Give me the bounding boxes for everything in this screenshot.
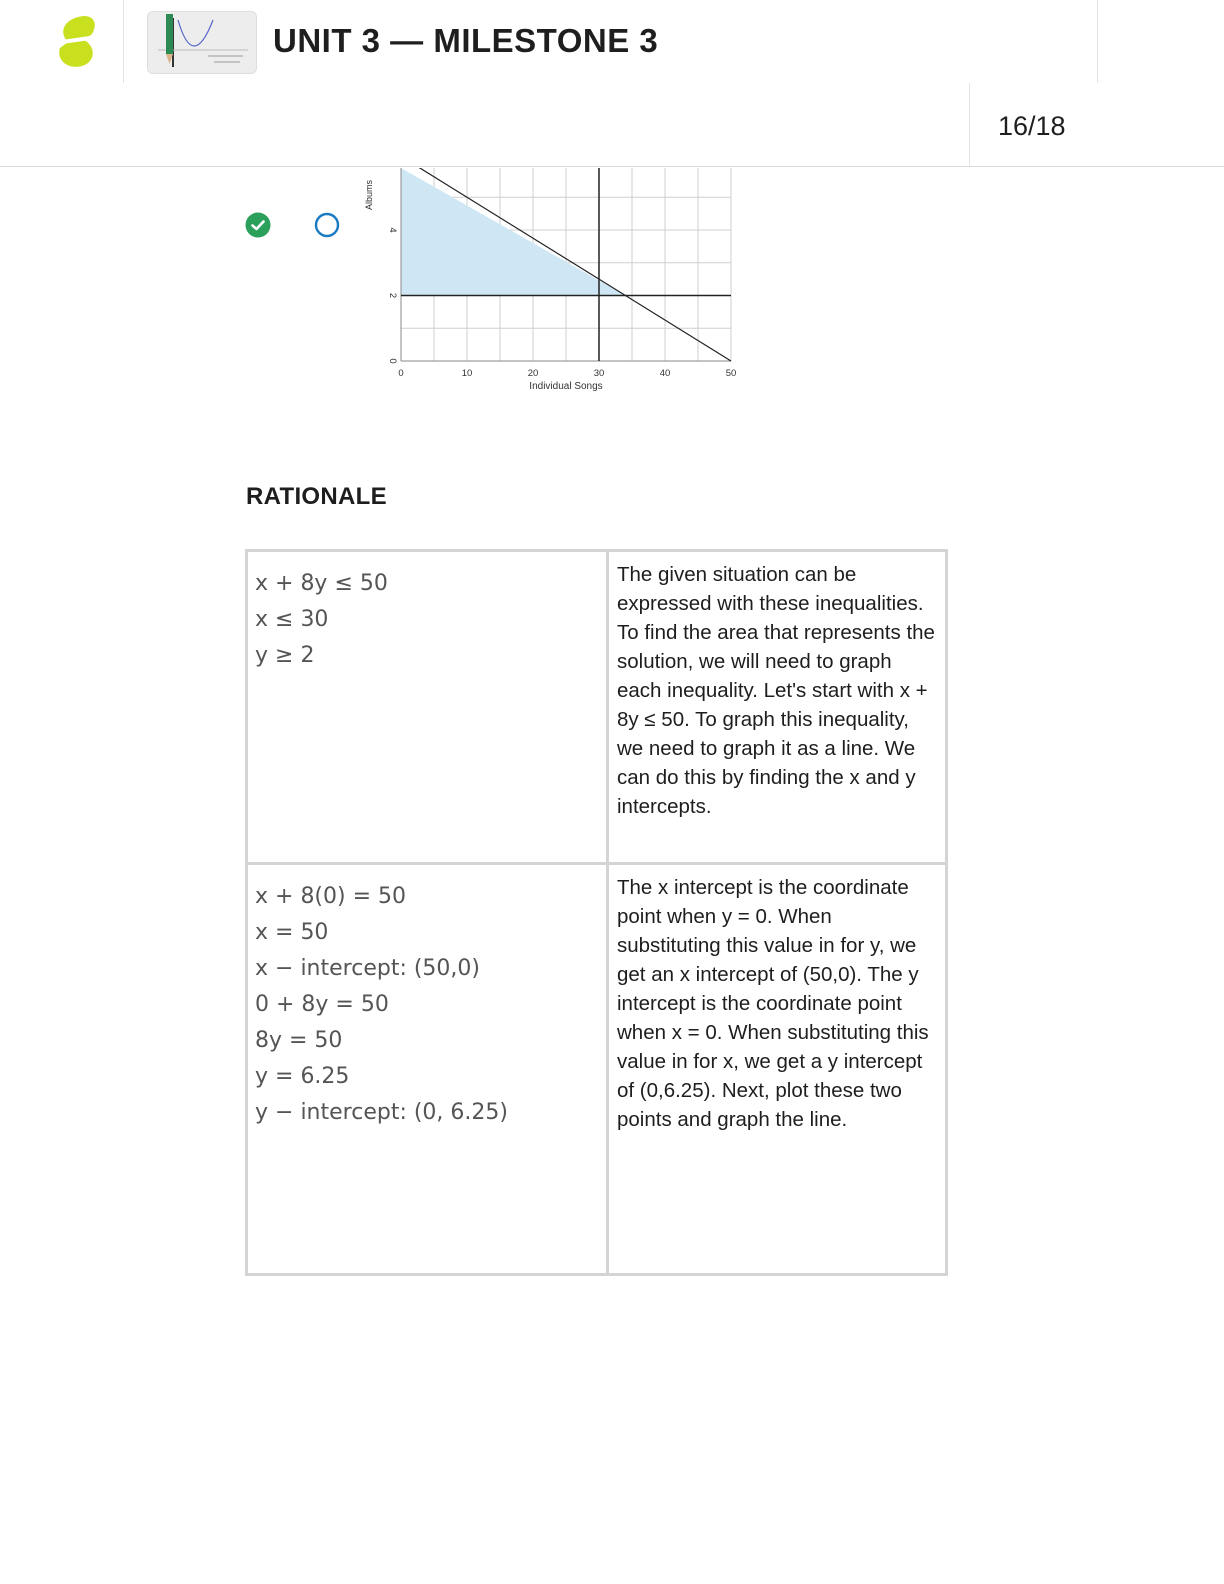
math-line: y − intercept: (0, 6.25): [255, 1100, 508, 1125]
page-indicator: 16/18: [998, 111, 1066, 141]
math-line: x − intercept: (50,0): [255, 956, 480, 981]
header-divider-right: [1097, 0, 1098, 83]
x-tick-label: 10: [461, 368, 473, 379]
explanation-cell: [608, 864, 947, 1275]
math-cell: [247, 551, 608, 864]
math-line: 0 + 8y = 50: [255, 992, 389, 1017]
rationale-table: [245, 549, 948, 1276]
math-line: x = 50: [255, 920, 329, 945]
math-line: y ≥ 2: [255, 643, 315, 668]
explanation-text: The x intercept is the coordinate point when y = 0. When substituting this value in for y, we get an x intercept of (50,0). The y intercept is the coordinate point when x = 0. When substituting this value in for x, we get a y intercept of (0,6.25). Next, plot these two points and graph the line.: [617, 876, 929, 1131]
x-tick-label: 0: [398, 368, 404, 379]
y-tick-label: 4: [387, 227, 398, 233]
math-line: y = 6.25: [255, 1064, 350, 1089]
page-title: UNIT 3 — MILESTONE 3: [273, 22, 659, 59]
y-tick-label: 0: [387, 358, 398, 364]
page-indicator-divider: [969, 83, 970, 167]
logo-icon: [54, 14, 98, 70]
y-tick-label: 2: [387, 292, 398, 299]
x-tick-label: 20: [527, 368, 539, 379]
x-tick-label: 50: [725, 368, 737, 379]
math-line: 8y = 50: [255, 1028, 343, 1053]
header-bar: [0, 0, 1224, 168]
course-thumbnail: [147, 11, 257, 74]
inequality-graph: [355, 168, 755, 400]
explanation-text: The given situation can be expressed with these inequalities. To find the area that represents the solution, we will need to graph each inequality. Let's start with x + 8y ≤ 50. To graph this inequality, we need to graph it as a line. We can do this by finding the x and y intercepts.: [617, 563, 935, 818]
solution-region: [401, 168, 625, 296]
check-circle-icon[interactable]: [245, 212, 271, 238]
x-tick-label: 30: [593, 368, 605, 379]
header-border: [0, 166, 1224, 167]
radio-circle-icon[interactable]: [314, 212, 340, 238]
rationale-heading: RATIONALE: [246, 483, 387, 510]
explanation-cell: [608, 551, 947, 864]
header-divider: [123, 0, 124, 83]
math-line: x + 8(0) = 50: [255, 884, 407, 909]
rationale-row: [247, 551, 947, 864]
math-line: x ≤ 30: [255, 607, 329, 632]
math-cell: [247, 864, 608, 1275]
x-axis-label: Individual Songs: [529, 381, 603, 392]
math-line: x + 8y ≤ 50: [255, 571, 388, 596]
y-axis-label: Albums: [364, 179, 374, 211]
rationale-row: [247, 864, 947, 1275]
x-tick-label: 40: [659, 368, 671, 379]
